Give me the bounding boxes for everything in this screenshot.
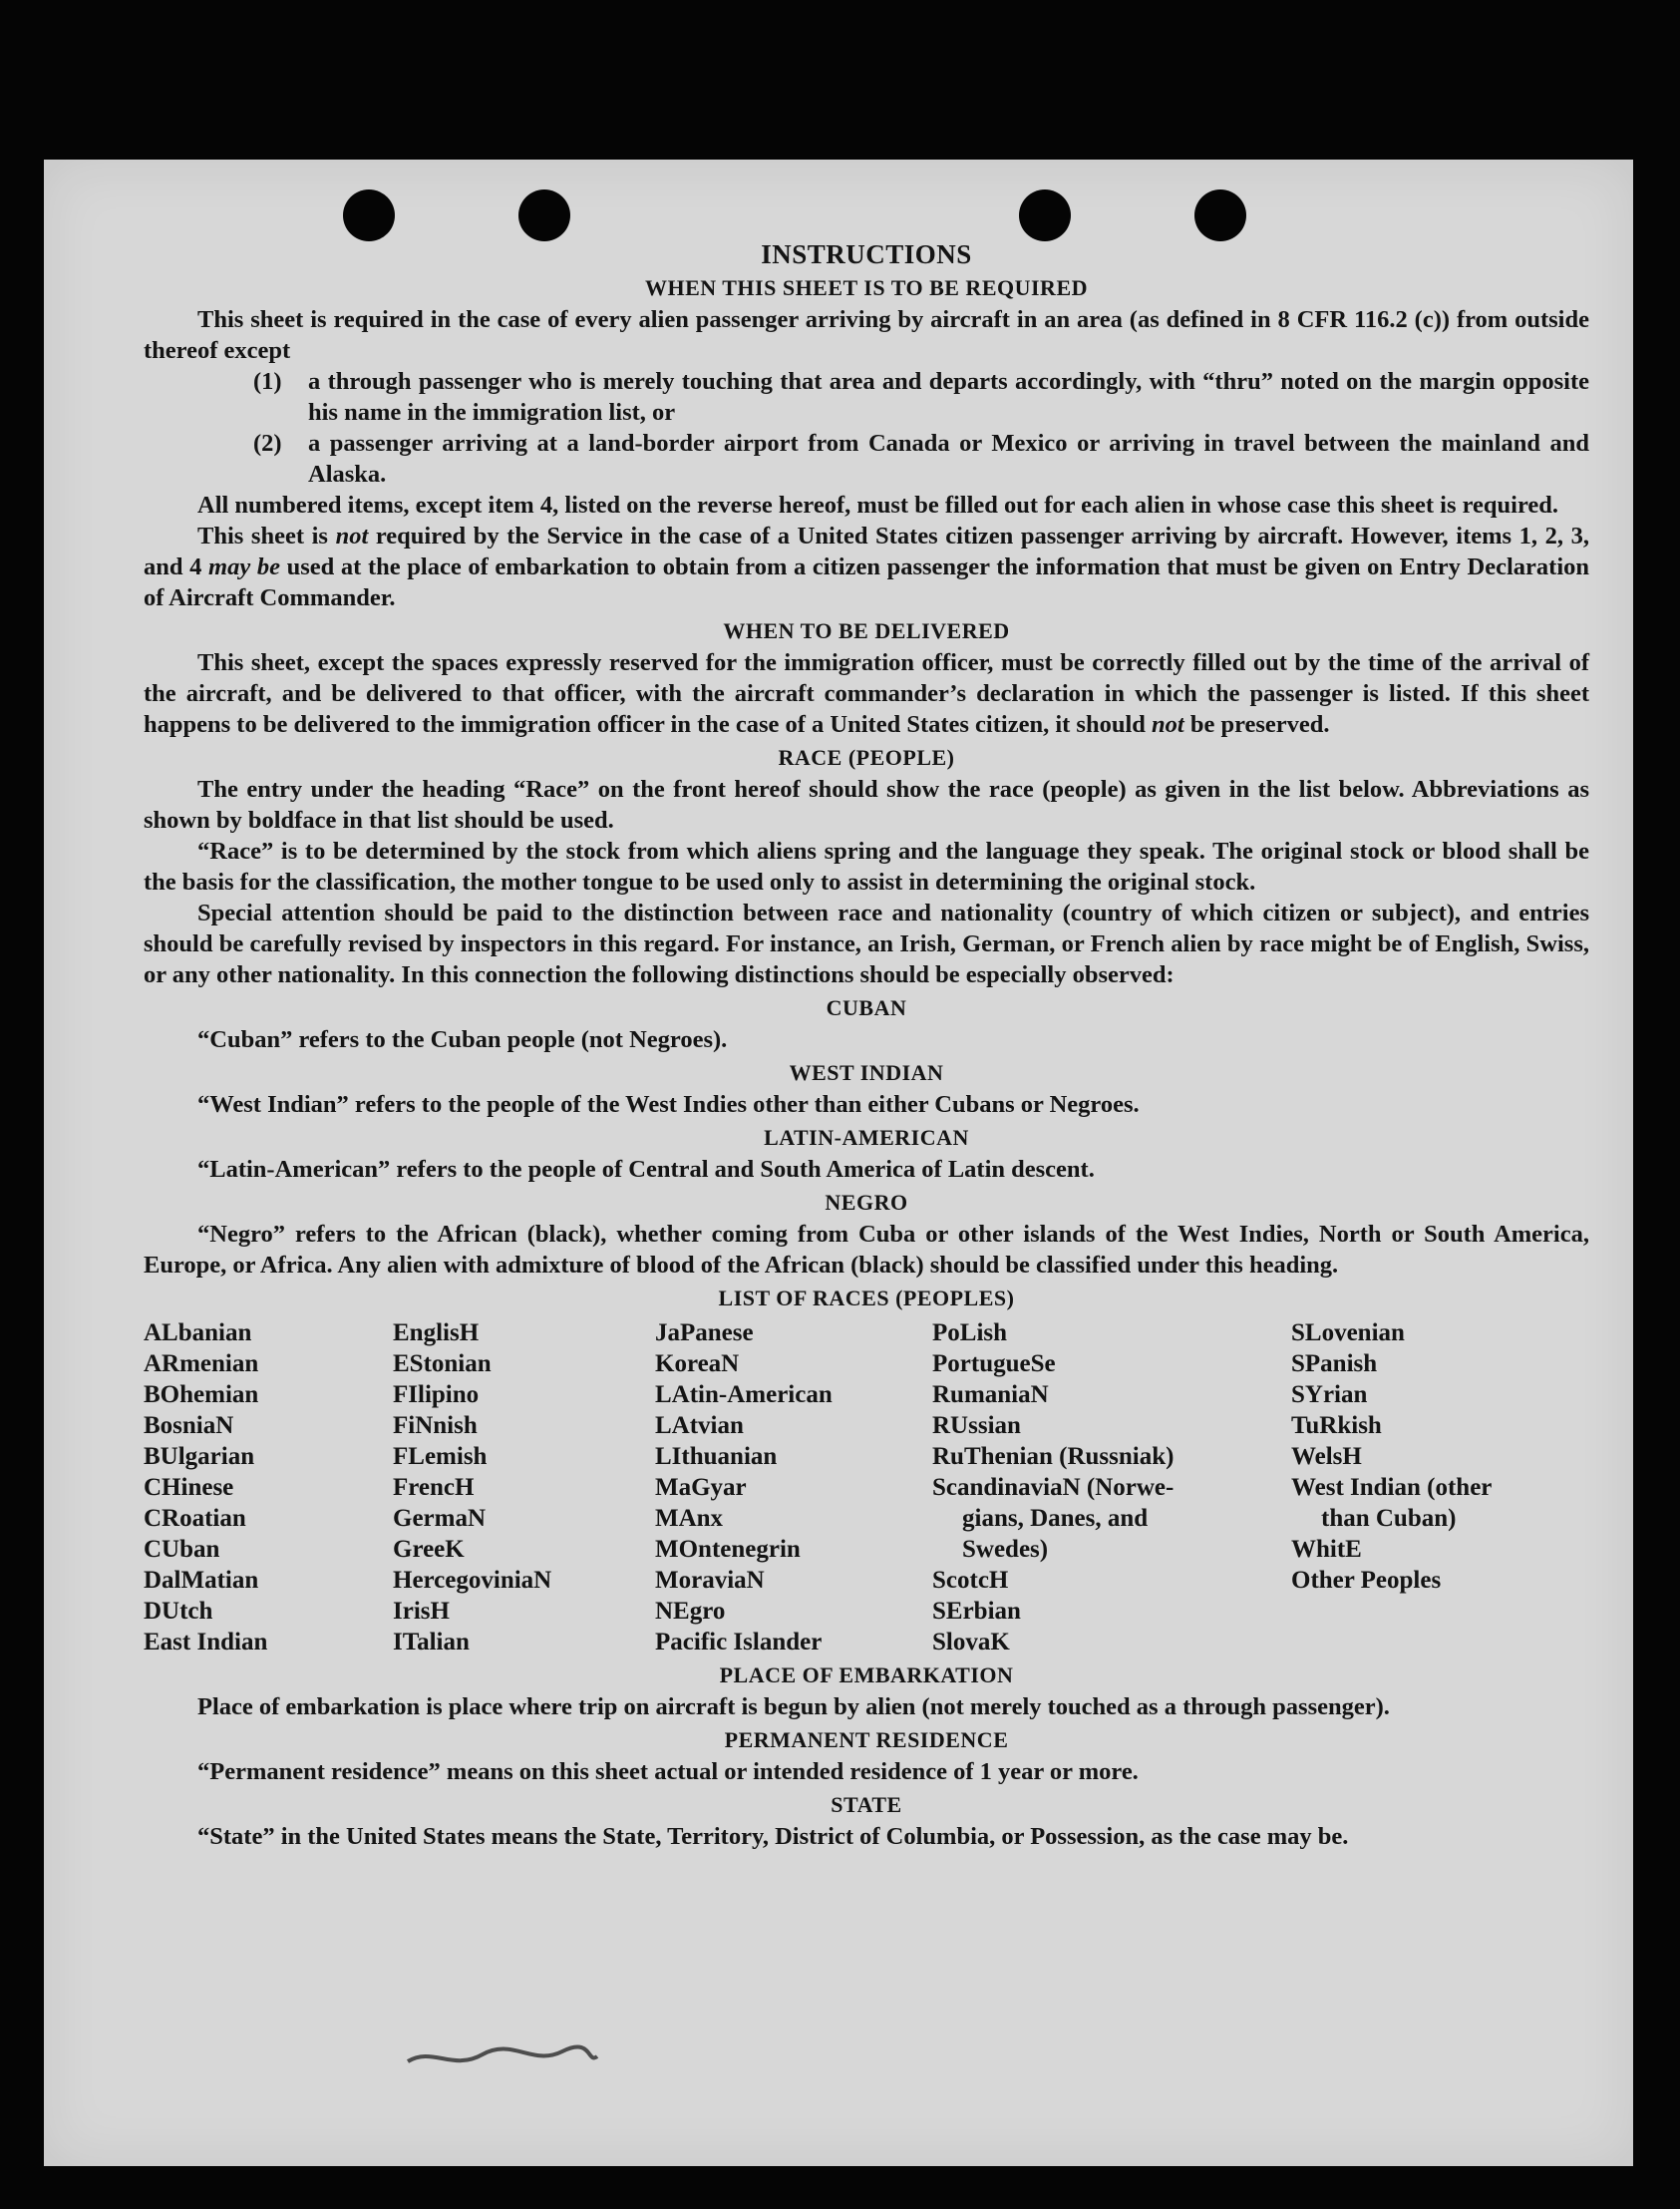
race-entry: JaPanese	[655, 1319, 754, 1346]
race-entry: FiNnish	[393, 1412, 478, 1439]
race-column	[655, 1317, 932, 1657]
race-entry: RUssian	[932, 1412, 1021, 1439]
race-column	[932, 1317, 1291, 1657]
race-entry-continued: gians, Danes, and	[962, 1505, 1149, 1532]
west-indian-text: “West Indian” refers to the people of the West Indies other than either Cubans or Negroes.	[197, 1091, 1140, 1118]
race-entry: West Indian (other	[1291, 1474, 1493, 1501]
citizen-text: used at the place of embarkation to obtain from a citizen passenger the information that must be given on Entry Declaration of Aircraft Commander.	[144, 553, 1589, 611]
race-entry: SErbian	[932, 1598, 1021, 1625]
race-entry: FrencH	[393, 1474, 475, 1501]
race-heading: RACE (PEOPLE)	[778, 745, 955, 770]
race-entry: FIlipino	[393, 1381, 480, 1408]
race-entry: BUlgarian	[144, 1443, 255, 1470]
race-entry: EStonian	[393, 1350, 492, 1377]
west-indian-heading: WEST INDIAN	[789, 1060, 944, 1085]
race-entry: Pacific Islander	[655, 1629, 823, 1656]
state-heading: STATE	[831, 1792, 902, 1817]
race-entry: SYrian	[1291, 1381, 1368, 1408]
race-entry: ScandinaviaN (Norwe-	[932, 1474, 1175, 1501]
page-title: INSTRUCTIONS	[761, 239, 972, 269]
exception-number: (2)	[253, 430, 282, 457]
list-of-races-heading: LIST OF RACES (PEOPLES)	[718, 1286, 1015, 1310]
delivered-heading: WHEN TO BE DELIVERED	[723, 618, 1010, 643]
delivered-text	[144, 647, 1589, 740]
permanent-residence-text: “Permanent residence” means on this sheet actual or intended residence of 1 year or more.	[197, 1758, 1139, 1785]
race-paragraph: “Race” is to be determined by the stock from which aliens spring and the language they speak. The original stock or blood shall be the basis for the classification, the mother tongue to be used only to assist in determining the original stock.	[144, 838, 1589, 896]
negro-text: “Negro” refers to the African (black), whether coming from Cuba or other islands of the West Indies, North or South America, Europe, or Africa. Any alien with admixture of blood of the African (black) should be classified under this heading.	[144, 1221, 1589, 1279]
delivered-part: This sheet, except the spaces expressly reserved for the immigration officer, must be correctly filled out by the time of the arrival of the aircraft, and be delivered to that officer, with the aircraft commander’s declaration in which the passenger is listed. If this sheet happens to be delivered to the immigration officer in the case of a United States citizen, it should	[144, 649, 1589, 738]
state-text: “State” in the United States means the State, Territory, District of Columbia, or Possession, as the case may be.	[197, 1823, 1349, 1850]
exception-item	[253, 366, 1589, 428]
punch-hole	[1019, 189, 1071, 241]
race-entry: EnglisH	[393, 1319, 480, 1346]
race-paragraph: The entry under the heading “Race” on the front hereof should show the race (people) as given in the list below. Abbreviations as shown by boldface in that list should be used.	[144, 776, 1589, 834]
document-page	[44, 160, 1633, 2166]
handwritten-scribble	[403, 2036, 602, 2076]
race-entry: ARmenian	[144, 1350, 259, 1377]
cuban-heading: CUBAN	[826, 995, 907, 1020]
instructions-body	[144, 237, 1589, 1852]
race-entry: ALbanian	[144, 1319, 252, 1346]
race-entry: CUban	[144, 1536, 220, 1563]
race-entry: ScotcH	[932, 1567, 1009, 1594]
required-intro: This sheet is required in the case of every alien passenger arriving by aircraft in an area (as defined in 8 CFR 116.2 (c)) from outside thereof except	[144, 306, 1589, 364]
race-entry: CRoatian	[144, 1505, 246, 1532]
emphasis-not: not	[335, 523, 369, 550]
latin-american-text: “Latin-American” refers to the people of Central and South America of Latin descent.	[197, 1156, 1095, 1183]
race-entry: LAtin-American	[655, 1381, 833, 1408]
embarkation-heading: PLACE OF EMBARKATION	[719, 1662, 1014, 1687]
race-entry: GermaN	[393, 1505, 487, 1532]
punch-hole	[343, 189, 395, 241]
race-entry: East Indian	[144, 1629, 268, 1656]
exception-text: a through passenger who is merely touching that area and departs accordingly, with “thru” noted on the margin opposite his name in the immigration list, or	[308, 368, 1589, 426]
emphasis-may-be: may be	[208, 553, 280, 580]
race-entry: PoLish	[932, 1319, 1008, 1346]
race-entry-continued: than Cuban)	[1321, 1505, 1457, 1532]
race-entry: SlovaK	[932, 1629, 1010, 1656]
permanent-residence-heading: PERMANENT RESIDENCE	[724, 1727, 1009, 1752]
negro-heading: NEGRO	[825, 1190, 908, 1215]
race-entry: MoraviaN	[655, 1567, 765, 1594]
emphasis-not: not	[1152, 711, 1184, 738]
race-entry: WhitE	[1291, 1536, 1362, 1563]
race-entry: MaGyar	[655, 1474, 747, 1501]
race-column	[393, 1317, 655, 1657]
race-entry: DUtch	[144, 1598, 213, 1625]
latin-american-heading: LATIN-AMERICAN	[764, 1125, 969, 1150]
race-entry: MOntenegrin	[655, 1536, 801, 1563]
citizen-text: This sheet is	[197, 523, 336, 550]
exception-text: a passenger arriving at a land-border airport from Canada or Mexico or arriving in travel between the mainland and Alaska.	[308, 430, 1589, 488]
race-entry: RumaniaN	[932, 1381, 1049, 1408]
delivered-part: be preserved.	[1183, 711, 1330, 738]
cuban-text: “Cuban” refers to the Cuban people (not Negroes).	[197, 1026, 728, 1053]
race-entry: FLemish	[393, 1443, 488, 1470]
race-entry: BosniaN	[144, 1412, 234, 1439]
race-entry: PortugueSe	[932, 1350, 1056, 1377]
punch-hole	[518, 189, 570, 241]
race-entry: MAnx	[655, 1505, 724, 1532]
citizen-note	[144, 521, 1589, 613]
race-paragraph: Special attention should be paid to the distinction between race and nationality (country of which citizen or subject), and entries should be carefully revised by inspectors in this regard. For instance, an Irish, German, or French alien by race might be of English, Swiss, or any other nationality. In this connection the following distinctions should be especially observed:	[144, 900, 1589, 988]
race-column	[1291, 1317, 1580, 1657]
race-column	[144, 1317, 393, 1657]
race-entry: BOhemian	[144, 1381, 259, 1408]
numbered-items-note: All numbered items, except item 4, listed on the reverse hereof, must be filled out for each alien in whose case this sheet is required.	[197, 492, 1559, 519]
race-entry: TuRkish	[1291, 1412, 1382, 1439]
race-entry: Other Peoples	[1291, 1567, 1442, 1594]
race-entry: IrisH	[393, 1598, 450, 1625]
race-entry: WelsH	[1291, 1443, 1362, 1470]
race-entry: LAtvian	[655, 1412, 744, 1439]
race-entry: CHinese	[144, 1474, 234, 1501]
race-entry: NEgro	[655, 1598, 726, 1625]
race-entry: RuThenian (Russniak)	[932, 1443, 1175, 1470]
punch-hole	[1194, 189, 1246, 241]
exception-number: (1)	[253, 368, 282, 395]
race-entry: GreeK	[393, 1536, 465, 1563]
race-entry-continued: Swedes)	[962, 1536, 1049, 1563]
race-entry: LIthuanian	[655, 1443, 778, 1470]
exception-item	[253, 428, 1589, 490]
embarkation-text: Place of embarkation is place where trip on aircraft is begun by alien (not merely touched as a through passenger).	[197, 1693, 1390, 1720]
race-entry: KoreaN	[655, 1350, 740, 1377]
race-entry: SPanish	[1291, 1350, 1378, 1377]
race-entry: SLovenian	[1291, 1319, 1405, 1346]
race-entry: ITalian	[393, 1629, 470, 1656]
required-heading: WHEN THIS SHEET IS TO BE REQUIRED	[644, 275, 1089, 300]
race-list	[144, 1317, 1589, 1657]
race-entry: DalMatian	[144, 1567, 259, 1594]
citizen-text: required by the Service in the case of a United States citizen passenger arriving by aircraft. However, items 1, 2, 3, and 4	[144, 523, 1590, 580]
race-entry: HercegoviniaN	[393, 1567, 552, 1594]
